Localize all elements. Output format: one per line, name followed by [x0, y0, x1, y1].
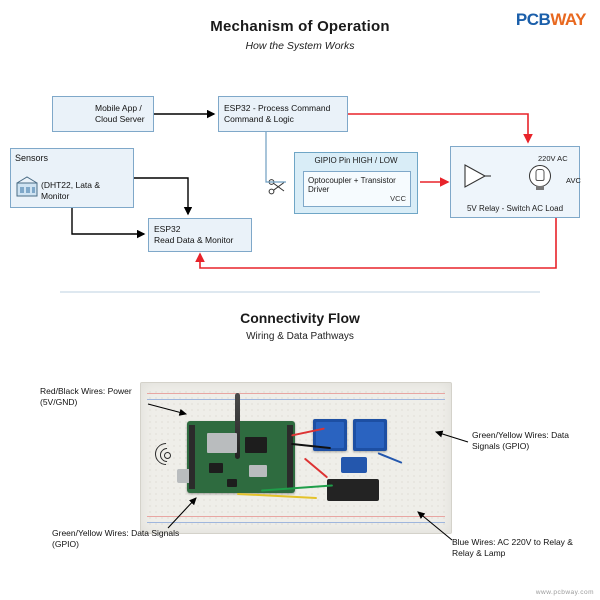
black-module [327, 479, 379, 501]
callout-tl-line-1: Red/Black Wires: [40, 386, 106, 396]
gpio-header: GIPIO Pin HIGH / LOW [314, 156, 398, 165]
esp32-dev-board [187, 421, 295, 493]
esp-proc-line-2: Command & Logic [224, 114, 294, 124]
mobile-app-cloud-box [52, 96, 154, 132]
callout-bl-line-1: Green/Yellow Wires: [52, 528, 129, 538]
blue-module [341, 457, 367, 473]
callout-tr-line-2: Data Signals (GPIO) [472, 430, 570, 452]
sensors-title: Sensors [15, 153, 49, 163]
lamp-icon [529, 165, 551, 187]
brand-text-way: WAY [550, 10, 586, 29]
optocoupler-box [303, 171, 411, 207]
opto-line-1: Optocoupler + [308, 176, 359, 185]
breadboard-photo [140, 382, 452, 534]
esp32-process-box [218, 96, 348, 132]
pcbway-logo [516, 10, 586, 30]
connectivity-subtitle: Wiring & Data Pathways [246, 331, 354, 342]
watermark: www.pcbway.com [535, 589, 594, 596]
callout-tr-line-1: Green/Yellow Wires: [472, 430, 549, 440]
callout-power-wires [40, 386, 170, 408]
callout-data-wires-right [472, 430, 592, 452]
relay-foot-line-1: 5V Relay - [466, 204, 505, 214]
mobile-line-1: Mobile App / [95, 103, 142, 114]
ac-220v-label: 220V AC [538, 154, 568, 163]
sensors-box [10, 148, 134, 208]
amplifier-icon [461, 161, 491, 191]
esp-proc-line-1: ESP32 - Process Command [224, 103, 331, 114]
relay-footer [451, 204, 579, 214]
callout-br-line-2: Relay & Relay & Lamp [452, 537, 573, 559]
brand-text-pcb: PCB [515, 10, 551, 29]
vcc-label: VCC [390, 194, 406, 203]
callout-data-wires-left [52, 528, 182, 550]
avc-label: AVC [566, 176, 581, 185]
mobile-line-2: Cloud Server [95, 114, 145, 124]
opto-line-2: Transistor Driver [308, 176, 396, 194]
scissors-icon [268, 178, 286, 196]
gpio-driver-box [294, 152, 418, 214]
callout-blue-wires [452, 537, 592, 559]
connectivity-title: Connectivity Flow [240, 310, 360, 326]
relay-module-2 [353, 419, 387, 451]
esp-read-line-2: Read Data & Monitor [154, 235, 234, 245]
callout-tl-line-2: Power (5V/GND) [40, 386, 132, 408]
page-title: Mechanism of Operation [210, 18, 390, 35]
sensors-line-3: Monitor [41, 190, 70, 201]
sensors-line-2: (DHT22, Lata & [41, 180, 101, 191]
esp-read-line-1: ESP32 [154, 224, 181, 235]
callout-br-line-1: Blue Wires: AC 220V to [452, 537, 541, 547]
esp32-read-box [148, 218, 252, 252]
callout-bl-line-2: Data Signals (GPIO) [52, 528, 180, 550]
wifi-signal-icon [155, 443, 181, 469]
page-subtitle: How the System Works [245, 40, 355, 52]
relay-foot-line-2: Switch AC Load [506, 204, 564, 214]
